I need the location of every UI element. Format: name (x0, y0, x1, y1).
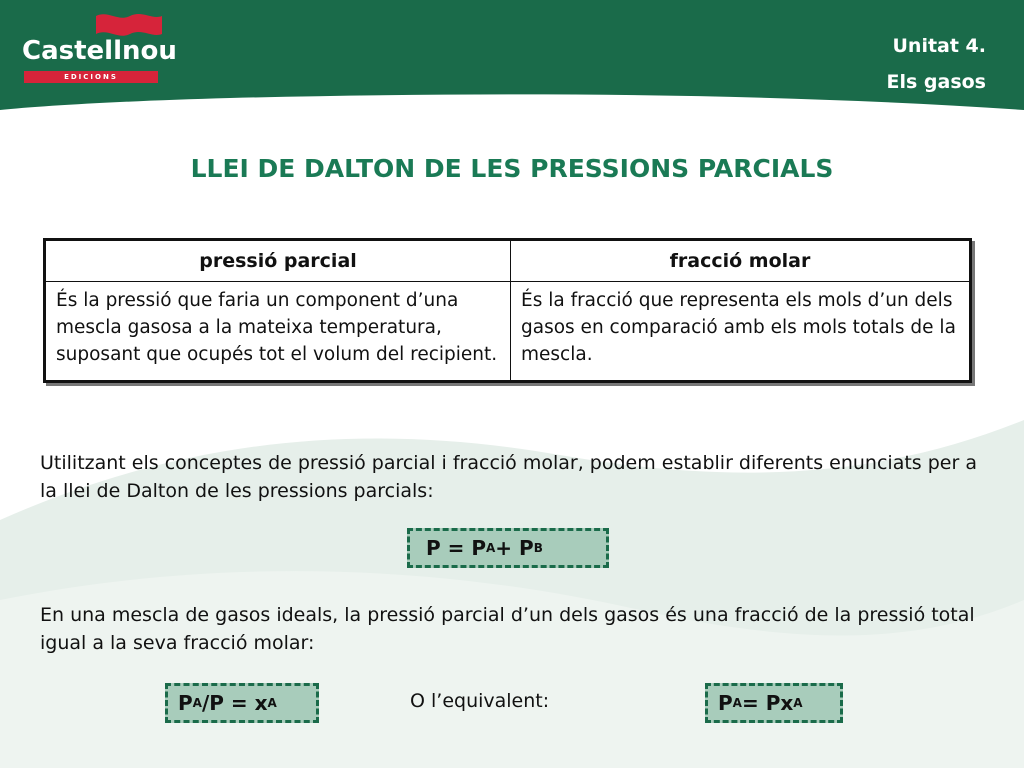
table-header-row (45, 240, 971, 282)
table-row (45, 282, 971, 382)
second-paragraph: En una mescla de gasos ideals, la pressió parcial d’un dels gasos és una fracció de la pressió total igual a la seva fracció molar: (40, 604, 975, 654)
formula2-sub-a: A (192, 696, 202, 710)
formula1-plus: + P (495, 536, 534, 560)
castellnou-logo (22, 8, 177, 81)
definitions-table (43, 238, 972, 383)
formula2-sub-a2: A (267, 696, 277, 710)
formula3-mid: = Px (741, 691, 794, 715)
formula1-sub-b: B (533, 541, 543, 555)
header-partial-pressure: pressió parcial (45, 240, 511, 282)
formula3-p: P (718, 691, 733, 715)
formula2-p: P (178, 691, 193, 715)
flag-icon (94, 8, 164, 38)
intro-paragraph: Utilitzant els conceptes de pressió parcial i fracció molar, podem establir diferents enunciats per a la llei de Dalton de les pressions parcials: (40, 452, 977, 502)
unit-number: Unitat 4. (892, 35, 986, 57)
unit-topic: Els gasos (886, 71, 986, 93)
mole-fraction-formula (165, 683, 319, 723)
equivalent-label: O l’equivalent: (410, 690, 550, 712)
formula3-sub-a: A (732, 696, 742, 710)
page-title: LLEI DE DALTON DE LES PRESSIONS PARCIALS (190, 154, 834, 183)
def-partial-pressure: És la pressió que faria un component d’una mescla gasosa a la mateixa temperatura, suposant que ocupés tot el volum del recipient. (45, 282, 511, 382)
dalton-formula (407, 528, 609, 568)
equivalent-formula (705, 683, 843, 723)
formula2-mid: /P = x (201, 691, 268, 715)
header-mole-fraction: fracció molar (511, 240, 971, 282)
formula1-lhs: P = P (426, 536, 486, 560)
formula3-sub-a2: A (793, 696, 803, 710)
def-mole-fraction: És la fracció que representa els mols d’un dels gasos en comparació amb els mols totals de la mescla. (511, 282, 971, 382)
brand-sub: EDICIONS (24, 71, 158, 83)
formula1-sub-a: A (486, 541, 496, 555)
brand-name: Castellnou (22, 36, 177, 66)
